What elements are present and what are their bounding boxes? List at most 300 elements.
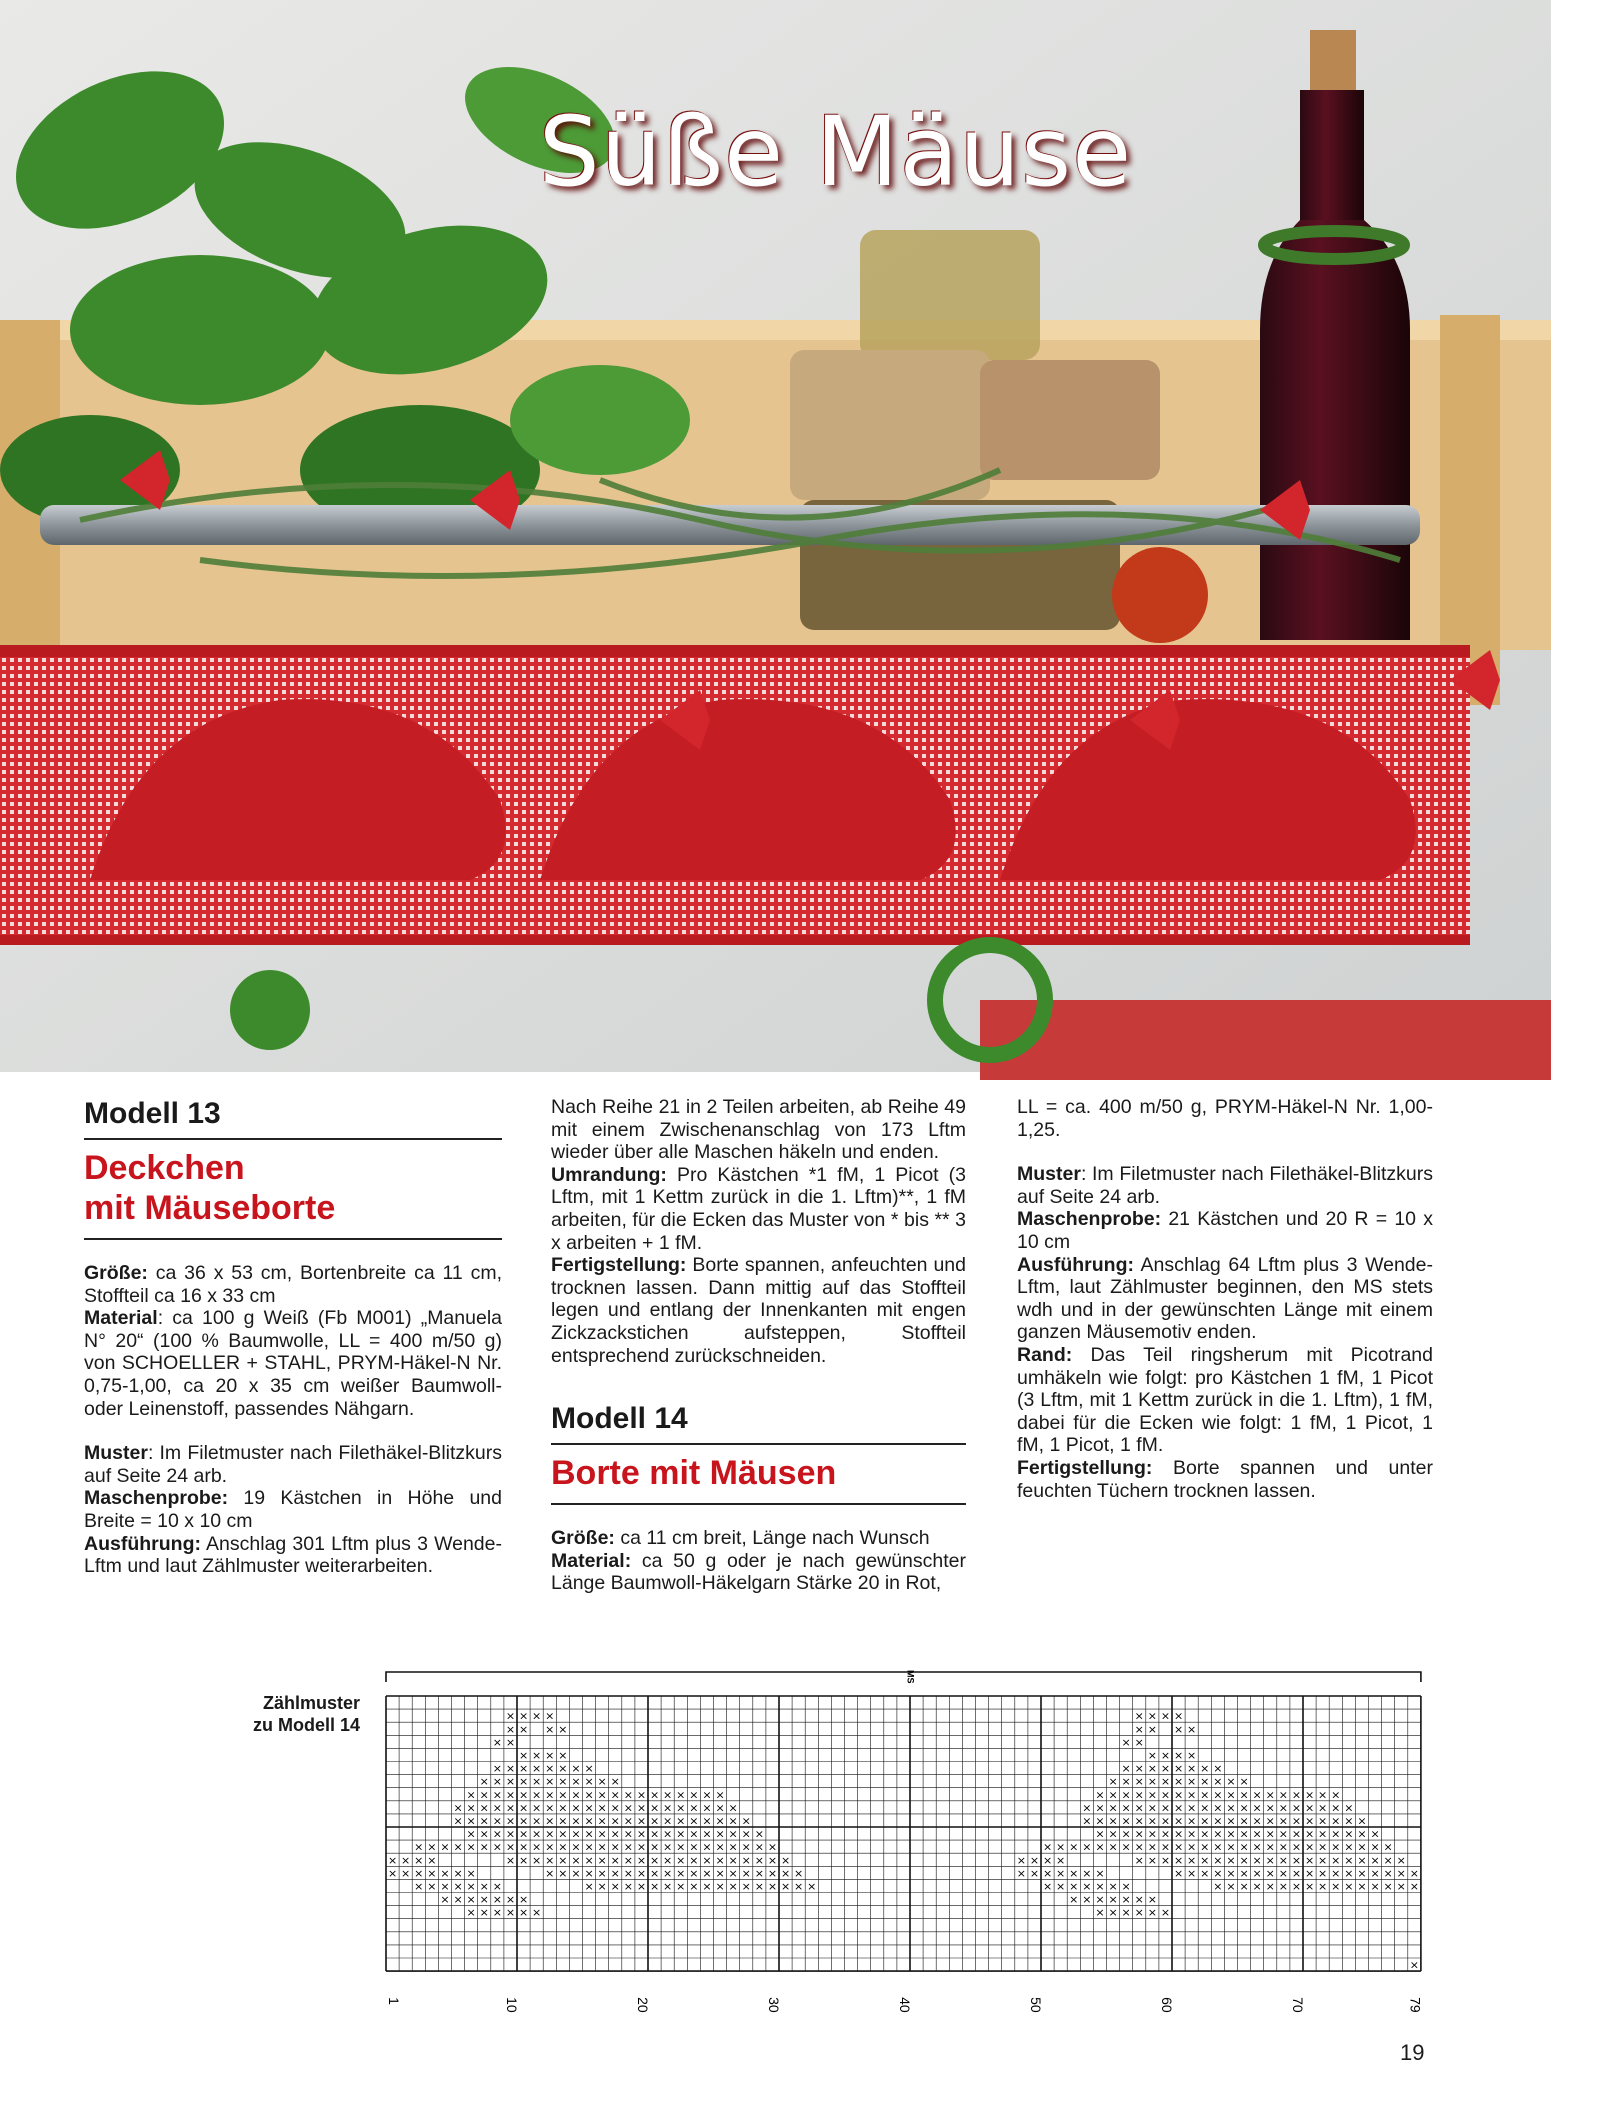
chart-mark: ×	[440, 1893, 450, 1907]
chart-mark: ×	[1042, 1853, 1053, 1867]
chart-mark: ×	[505, 1814, 516, 1828]
chart-mark: ×	[728, 1814, 738, 1828]
chart-mark: ×	[1200, 1788, 1210, 1802]
chart-mark: ×	[1160, 1853, 1171, 1867]
chart-mark: ×	[1095, 1880, 1105, 1893]
chart-mark: ×	[505, 1775, 516, 1789]
chart-mark: ×	[1357, 1853, 1367, 1867]
chart-caption: Zählmuster zu Modell 14	[252, 1693, 360, 1735]
chart-mark: ×	[1134, 1788, 1144, 1802]
chart-mark: ×	[1331, 1853, 1341, 1867]
chart-mark: ×	[545, 1788, 555, 1802]
chart-mark: ×	[584, 1880, 594, 1893]
chart-mark: ×	[1304, 1853, 1315, 1867]
chart-mark: ×	[1278, 1827, 1288, 1841]
chart-mark: ×	[492, 1893, 502, 1907]
chart-mark: ×	[1278, 1814, 1288, 1828]
chart-mark: ×	[466, 1866, 476, 1880]
chart-mark: ×	[623, 1840, 633, 1854]
chart-mark: ×	[1318, 1801, 1328, 1815]
chart-mark: ×	[1318, 1853, 1328, 1867]
chart-mark: ×	[1252, 1827, 1262, 1841]
chart-mark: ×	[492, 1827, 502, 1841]
chart-mark: ×	[532, 1762, 542, 1776]
chart-mark: ×	[780, 1866, 791, 1880]
model-number: Modell 13	[84, 1097, 221, 1130]
chart-mark: ×	[1160, 1906, 1171, 1920]
chart-mark: ×	[1108, 1827, 1118, 1841]
chart-mark: ×	[1160, 1775, 1171, 1789]
chart-mark: ×	[1370, 1880, 1380, 1893]
divider	[551, 1443, 966, 1445]
chart-mark: ×	[1383, 1840, 1393, 1854]
chart-mark: ×	[558, 1801, 568, 1815]
chart-mark: ×	[1265, 1788, 1275, 1802]
chart-mark: ×	[558, 1722, 568, 1736]
chart-mark: ×	[1357, 1880, 1367, 1893]
chart-mark: ×	[532, 1814, 542, 1828]
chart-mark: ×	[1370, 1840, 1380, 1854]
chart-mark: ×	[1029, 1866, 1040, 1880]
chart-mark: ×	[1173, 1853, 1184, 1867]
chart-mark: ×	[1344, 1801, 1354, 1815]
chart-mark: ×	[584, 1801, 594, 1815]
chart-mark: ×	[479, 1880, 489, 1893]
chart-mark: ×	[1344, 1880, 1354, 1893]
chart-mark: ×	[1265, 1801, 1275, 1815]
chart-mark: ×	[689, 1880, 699, 1893]
chart-mark: ×	[676, 1827, 686, 1841]
chart-mark: ×	[1200, 1840, 1210, 1854]
chart-mark: ×	[649, 1827, 660, 1841]
chart-mark: ×	[492, 1840, 502, 1854]
chart-mark: ×	[453, 1893, 463, 1907]
chart-mark: ×	[1147, 1709, 1157, 1723]
chart-mark: ×	[623, 1866, 633, 1880]
chart-mark: ×	[767, 1840, 778, 1854]
chart-mark: ×	[1291, 1801, 1302, 1815]
chart-mark: ×	[1213, 1788, 1223, 1802]
chart-mark: ×	[1173, 1801, 1184, 1815]
chart-mark: ×	[636, 1814, 647, 1828]
pattern-paragraph: Muster: Im Filetmuster nach Filethäkel-Blitzkurs auf Seite 24 arb.	[1017, 1163, 1433, 1208]
chart-mark: ×	[1252, 1814, 1262, 1828]
chart-mark: ×	[518, 1840, 529, 1854]
chart-mark: ×	[1134, 1709, 1144, 1723]
chart-mark: ×	[1304, 1880, 1315, 1893]
chart-mark: ×	[1331, 1840, 1341, 1854]
chart-mark: ×	[584, 1762, 594, 1776]
chart-mark: ×	[1121, 1735, 1131, 1749]
chart-mark: ×	[676, 1788, 686, 1802]
chart-mark: ×	[1108, 1788, 1118, 1802]
chart-mark: ×	[715, 1840, 725, 1854]
pattern-paragraph: Muster: Im Filetmuster nach Filethäkel-Blitzkurs auf Seite 24 arb.	[84, 1442, 502, 1487]
finishing-paragraph: Fertigstellung: Borte spannen, anfeuchten und trocknen lassen. Dann mittig auf das Stoffteil legen und entlang der Innenkanten mit engen Zickzackstichen aufsteppen, Stoffteil entsprechend zurückschneiden.	[551, 1254, 966, 1367]
chart-mark: ×	[728, 1853, 738, 1867]
chart-mark: ×	[518, 1788, 529, 1802]
chart-mark: ×	[676, 1840, 686, 1854]
chart-mark: ×	[597, 1866, 607, 1880]
divider	[84, 1138, 502, 1140]
chart-mark: ×	[479, 1775, 489, 1789]
page-title: Süße Mäuse	[538, 96, 1133, 208]
execution-paragraph: Ausführung: Anschlag 64 Lftm plus 3 Wende-Lftm, laut Zählmuster beginnen, den MS stets wdh und in der gewünschten Länge mit einem ganzen Mäusemotiv enden.	[1017, 1253, 1433, 1344]
chart-mark: ×	[1095, 1827, 1105, 1841]
chart-mark: ×	[466, 1814, 476, 1828]
chart-mark: ×	[505, 1827, 516, 1841]
chart-mark: ×	[1187, 1775, 1197, 1789]
chart-mark: ×	[1173, 1866, 1184, 1880]
chart-mark: ×	[689, 1788, 699, 1802]
chart-mark: ×	[545, 1866, 555, 1880]
chart-mark: ×	[518, 1893, 529, 1907]
chart-mark: ×	[558, 1762, 568, 1776]
axis-tick-label: 70	[1289, 1997, 1306, 2013]
chart-mark: ×	[1134, 1722, 1144, 1736]
chart-mark: ×	[545, 1801, 555, 1815]
chart-mark: ×	[505, 1762, 516, 1776]
chart-mark: ×	[1121, 1840, 1131, 1854]
chart-mark: ×	[1173, 1827, 1184, 1841]
chart-mark: ×	[623, 1827, 633, 1841]
chart-mark: ×	[518, 1814, 529, 1828]
chart-mark: ×	[1318, 1866, 1328, 1880]
chart-mark: ×	[1042, 1866, 1053, 1880]
chart-mark: ×	[1173, 1709, 1184, 1723]
chart-mark: ×	[1082, 1801, 1092, 1815]
chart-mark: ×	[518, 1762, 529, 1776]
page-number: 19	[1400, 2040, 1425, 2065]
chart-mark: ×	[453, 1814, 463, 1828]
chart-mark: ×	[1095, 1906, 1105, 1920]
chart-mark: ×	[597, 1840, 607, 1854]
axis-tick-label: 60	[1158, 1997, 1175, 2013]
chart-mark: ×	[1134, 1775, 1144, 1789]
chart-mark: ×	[518, 1853, 529, 1867]
chart-mark: ×	[571, 1788, 581, 1802]
chart-mark: ×	[505, 1722, 516, 1736]
chart-mark: ×	[1291, 1788, 1302, 1802]
chart-mark: ×	[492, 1880, 502, 1893]
chart-mark: ×	[584, 1853, 594, 1867]
chart-mark: ×	[1291, 1814, 1302, 1828]
chart-mark: ×	[558, 1853, 568, 1867]
chart-mark: ×	[558, 1775, 568, 1789]
chart-mark: ×	[1134, 1840, 1144, 1854]
chart-mark: ×	[1187, 1788, 1197, 1802]
chart-mark: ×	[1252, 1840, 1262, 1854]
heading-line: Deckchen	[84, 1149, 245, 1187]
repeat-label: MS	[905, 1670, 916, 1684]
chart-mark: ×	[702, 1801, 712, 1815]
chart-mark: ×	[715, 1853, 725, 1867]
chart-mark: ×	[518, 1906, 529, 1920]
chart-mark: ×	[545, 1775, 555, 1789]
chart-mark: ×	[1042, 1840, 1053, 1854]
chart-mark: ×	[1134, 1762, 1144, 1776]
chart-mark: ×	[1331, 1788, 1341, 1802]
chart-mark: ×	[466, 1840, 476, 1854]
chart-mark: ×	[1160, 1814, 1171, 1828]
chart-mark: ×	[649, 1866, 660, 1880]
chart-mark: ×	[545, 1749, 555, 1762]
axis-tick-label: 1	[385, 1997, 402, 2005]
chart-mark: ×	[584, 1775, 594, 1789]
chart-mark: ×	[1226, 1775, 1236, 1789]
chart-mark: ×	[1160, 1762, 1171, 1776]
chart-mark: ×	[597, 1814, 607, 1828]
chart-mark: ×	[1160, 1801, 1171, 1815]
chart-mark: ×	[558, 1840, 568, 1854]
chart-mark: ×	[1278, 1840, 1288, 1854]
chart-mark: ×	[676, 1880, 686, 1893]
chart-mark: ×	[1016, 1866, 1026, 1880]
chart-mark: ×	[702, 1788, 712, 1802]
chart-mark: ×	[518, 1709, 529, 1723]
chart-mark: ×	[676, 1814, 686, 1828]
chart-mark: ×	[427, 1866, 437, 1880]
chart-mark: ×	[780, 1853, 791, 1867]
chart-mark: ×	[1278, 1788, 1288, 1802]
chart-mark: ×	[505, 1709, 516, 1723]
chart-mark: ×	[1147, 1722, 1157, 1736]
chart-mark: ×	[1252, 1788, 1262, 1802]
chart-mark: ×	[571, 1814, 581, 1828]
chart-mark: ×	[610, 1788, 620, 1802]
chart-mark: ×	[427, 1880, 437, 1893]
chart-mark: ×	[1134, 1906, 1144, 1920]
chart-mark: ×	[715, 1801, 725, 1815]
chart-mark: ×	[1304, 1788, 1315, 1802]
chart-mark: ×	[1357, 1827, 1367, 1841]
chart-mark: ×	[1252, 1801, 1262, 1815]
chart-mark: ×	[649, 1840, 660, 1854]
chart-mark: ×	[728, 1840, 738, 1854]
chart-mark: ×	[1147, 1853, 1157, 1867]
chart-mark: ×	[610, 1866, 620, 1880]
chart-mark: ×	[636, 1827, 647, 1841]
chart-mark: ×	[1278, 1853, 1288, 1867]
chart-mark: ×	[610, 1775, 620, 1789]
chart-mark: ×	[1069, 1880, 1079, 1893]
chart-mark: ×	[1265, 1880, 1275, 1893]
chart-mark: ×	[767, 1866, 778, 1880]
chart-mark: ×	[702, 1840, 712, 1854]
chart-mark: ×	[689, 1866, 699, 1880]
chart-mark: ×	[1239, 1866, 1249, 1880]
chart-mark: ×	[1121, 1801, 1131, 1815]
chart-mark: ×	[689, 1814, 699, 1828]
chart-mark: ×	[728, 1866, 738, 1880]
chart-mark: ×	[649, 1814, 660, 1828]
chart-mark: ×	[571, 1827, 581, 1841]
chart-mark: ×	[466, 1880, 476, 1893]
chart-mark: ×	[597, 1801, 607, 1815]
chart-mark: ×	[754, 1866, 764, 1880]
chart-mark: ×	[584, 1827, 594, 1841]
chart-mark: ×	[702, 1827, 712, 1841]
chart-mark: ×	[427, 1840, 437, 1854]
chart-mark: ×	[1056, 1880, 1066, 1893]
chart-mark: ×	[1187, 1749, 1197, 1762]
chart-mark: ×	[1147, 1749, 1157, 1762]
chart-mark: ×	[1187, 1827, 1197, 1841]
chart-mark: ×	[584, 1788, 594, 1802]
chart-mark: ×	[1056, 1866, 1066, 1880]
chart-mark: ×	[689, 1853, 699, 1867]
chart-mark: ×	[636, 1866, 647, 1880]
chart-mark: ×	[1304, 1827, 1315, 1841]
chart-mark: ×	[466, 1827, 476, 1841]
chart-mark: ×	[1239, 1788, 1249, 1802]
chart-mark: ×	[715, 1880, 725, 1893]
chart-mark: ×	[1291, 1840, 1302, 1854]
chart-mark: ×	[1213, 1853, 1223, 1867]
chart-mark: ×	[1082, 1893, 1092, 1907]
chart-mark: ×	[532, 1709, 542, 1723]
chart-mark: ×	[1252, 1880, 1262, 1893]
chart-mark: ×	[1173, 1749, 1184, 1762]
chart-mark: ×	[571, 1840, 581, 1854]
axis-tick-label: 30	[765, 1997, 782, 2013]
chart-mark: ×	[1173, 1722, 1184, 1736]
chart-mark: ×	[453, 1880, 463, 1893]
chart-mark: ×	[1147, 1893, 1157, 1907]
chart-mark: ×	[610, 1840, 620, 1854]
chart-mark: ×	[479, 1906, 489, 1920]
chart-mark: ×	[532, 1749, 542, 1762]
hero-photo	[0, 0, 1551, 1072]
chart-mark: ×	[1121, 1893, 1131, 1907]
chart-mark: ×	[1147, 1775, 1157, 1789]
chart-mark: ×	[1095, 1893, 1105, 1907]
chart-mark: ×	[1200, 1775, 1210, 1789]
chart-mark: ×	[1082, 1814, 1092, 1828]
chart-mark: ×	[663, 1801, 673, 1815]
chart-mark: ×	[1331, 1866, 1341, 1880]
chart-mark: ×	[558, 1827, 568, 1841]
chart-mark: ×	[1042, 1880, 1053, 1893]
chart-mark: ×	[1160, 1827, 1171, 1841]
axis-tick-label: 79	[1407, 1997, 1424, 2013]
chart-mark: ×	[1213, 1880, 1223, 1893]
chart-mark: ×	[715, 1788, 725, 1802]
continuation-paragraph: Nach Reihe 21 in 2 Teilen arbeiten, ab Reihe 49 mit einem Zwischenanschlag von 173 Lftm wieder über alle Maschen häkeln und enden.	[551, 1096, 966, 1164]
chart-mark: ×	[807, 1880, 817, 1893]
chart-mark: ×	[427, 1853, 437, 1867]
chart-mark: ×	[545, 1762, 555, 1776]
chart-mark: ×	[1318, 1880, 1328, 1893]
chart-mark: ×	[1226, 1788, 1236, 1802]
chart-mark: ×	[1291, 1827, 1302, 1841]
chart-mark: ×	[414, 1866, 424, 1880]
chart-mark: ×	[1383, 1880, 1393, 1893]
chart-mark: ×	[754, 1880, 764, 1893]
chart-mark: ×	[1226, 1827, 1236, 1841]
chart-mark: ×	[1396, 1866, 1406, 1880]
axis-tick-label: 50	[1027, 1997, 1044, 2013]
chart-mark: ×	[1147, 1762, 1157, 1776]
chart-mark: ×	[1226, 1853, 1236, 1867]
chart-mark: ×	[676, 1866, 686, 1880]
chart-mark: ×	[728, 1880, 738, 1893]
chart-mark: ×	[1095, 1866, 1105, 1880]
axis-tick-label: 40	[896, 1997, 913, 2013]
chart-mark: ×	[623, 1788, 633, 1802]
chart-mark: ×	[1331, 1801, 1341, 1815]
chart-mark: ×	[414, 1840, 424, 1854]
finishing-paragraph: Fertigstellung: Borte spannen und unter feuchten Tüchern trocknen lassen.	[1017, 1456, 1433, 1502]
chart-mark: ×	[741, 1814, 751, 1828]
chart-mark: ×	[532, 1827, 542, 1841]
chart-mark: ×	[466, 1801, 476, 1815]
chart-mark: ×	[610, 1827, 620, 1841]
chart-mark: ×	[479, 1827, 489, 1841]
chart-mark: ×	[1108, 1893, 1118, 1907]
chart-mark: ×	[387, 1853, 398, 1867]
chart-mark: ×	[505, 1853, 516, 1867]
chart-mark: ×	[1134, 1735, 1144, 1749]
chart-mark: ×	[1226, 1840, 1236, 1854]
chart-mark: ×	[558, 1749, 568, 1762]
chart-mark: ×	[1357, 1866, 1367, 1880]
chart-mark: ×	[649, 1880, 660, 1893]
chart-mark: ×	[466, 1893, 476, 1907]
chart-mark: ×	[1357, 1840, 1367, 1854]
chart-mark: ×	[584, 1814, 594, 1828]
chart-mark: ×	[401, 1853, 411, 1867]
size-paragraph: Größe: ca 36 x 53 cm, Bortenbreite ca 11 cm, Stoffteil ca 16 x 33 cm	[84, 1262, 502, 1307]
chart-mark: ×	[479, 1788, 489, 1802]
chart-mark: ×	[1121, 1775, 1131, 1789]
chart-mark: ×	[1108, 1906, 1118, 1920]
chart-mark: ×	[767, 1880, 778, 1893]
chart-mark: ×	[1056, 1840, 1066, 1854]
chart-mark: ×	[597, 1853, 607, 1867]
chart-mark: ×	[1082, 1840, 1092, 1854]
chart-mark: ×	[1396, 1853, 1406, 1867]
chart-mark: ×	[715, 1814, 725, 1828]
chart-mark: ×	[702, 1853, 712, 1867]
chart-mark: ×	[1239, 1814, 1249, 1828]
chart-mark: ×	[1409, 1958, 1419, 1972]
chart-mark: ×	[1265, 1827, 1275, 1841]
chart-mark: ×	[1357, 1814, 1367, 1828]
chart-mark: ×	[1160, 1749, 1171, 1762]
chart-mark: ×	[597, 1880, 607, 1893]
chart-mark: ×	[663, 1814, 673, 1828]
chart-mark: ×	[1265, 1866, 1275, 1880]
chart-mark: ×	[1187, 1814, 1197, 1828]
chart-mark: ×	[1187, 1840, 1197, 1854]
chart-mark: ×	[545, 1814, 555, 1828]
chart-mark: ×	[1160, 1840, 1171, 1854]
chart-mark: ×	[1173, 1788, 1184, 1802]
chart-mark: ×	[1318, 1840, 1328, 1854]
chart-mark: ×	[1278, 1866, 1288, 1880]
chart-mark: ×	[1095, 1840, 1105, 1854]
chart-mark: ×	[702, 1866, 712, 1880]
chart-mark: ×	[1108, 1775, 1118, 1789]
chart-mark: ×	[649, 1788, 660, 1802]
chart-mark: ×	[1265, 1853, 1275, 1867]
chart-mark: ×	[532, 1801, 542, 1815]
chart-mark: ×	[532, 1906, 542, 1920]
chart-mark: ×	[1173, 1762, 1184, 1776]
chart-mark: ×	[532, 1840, 542, 1854]
chart-mark: ×	[1121, 1814, 1131, 1828]
